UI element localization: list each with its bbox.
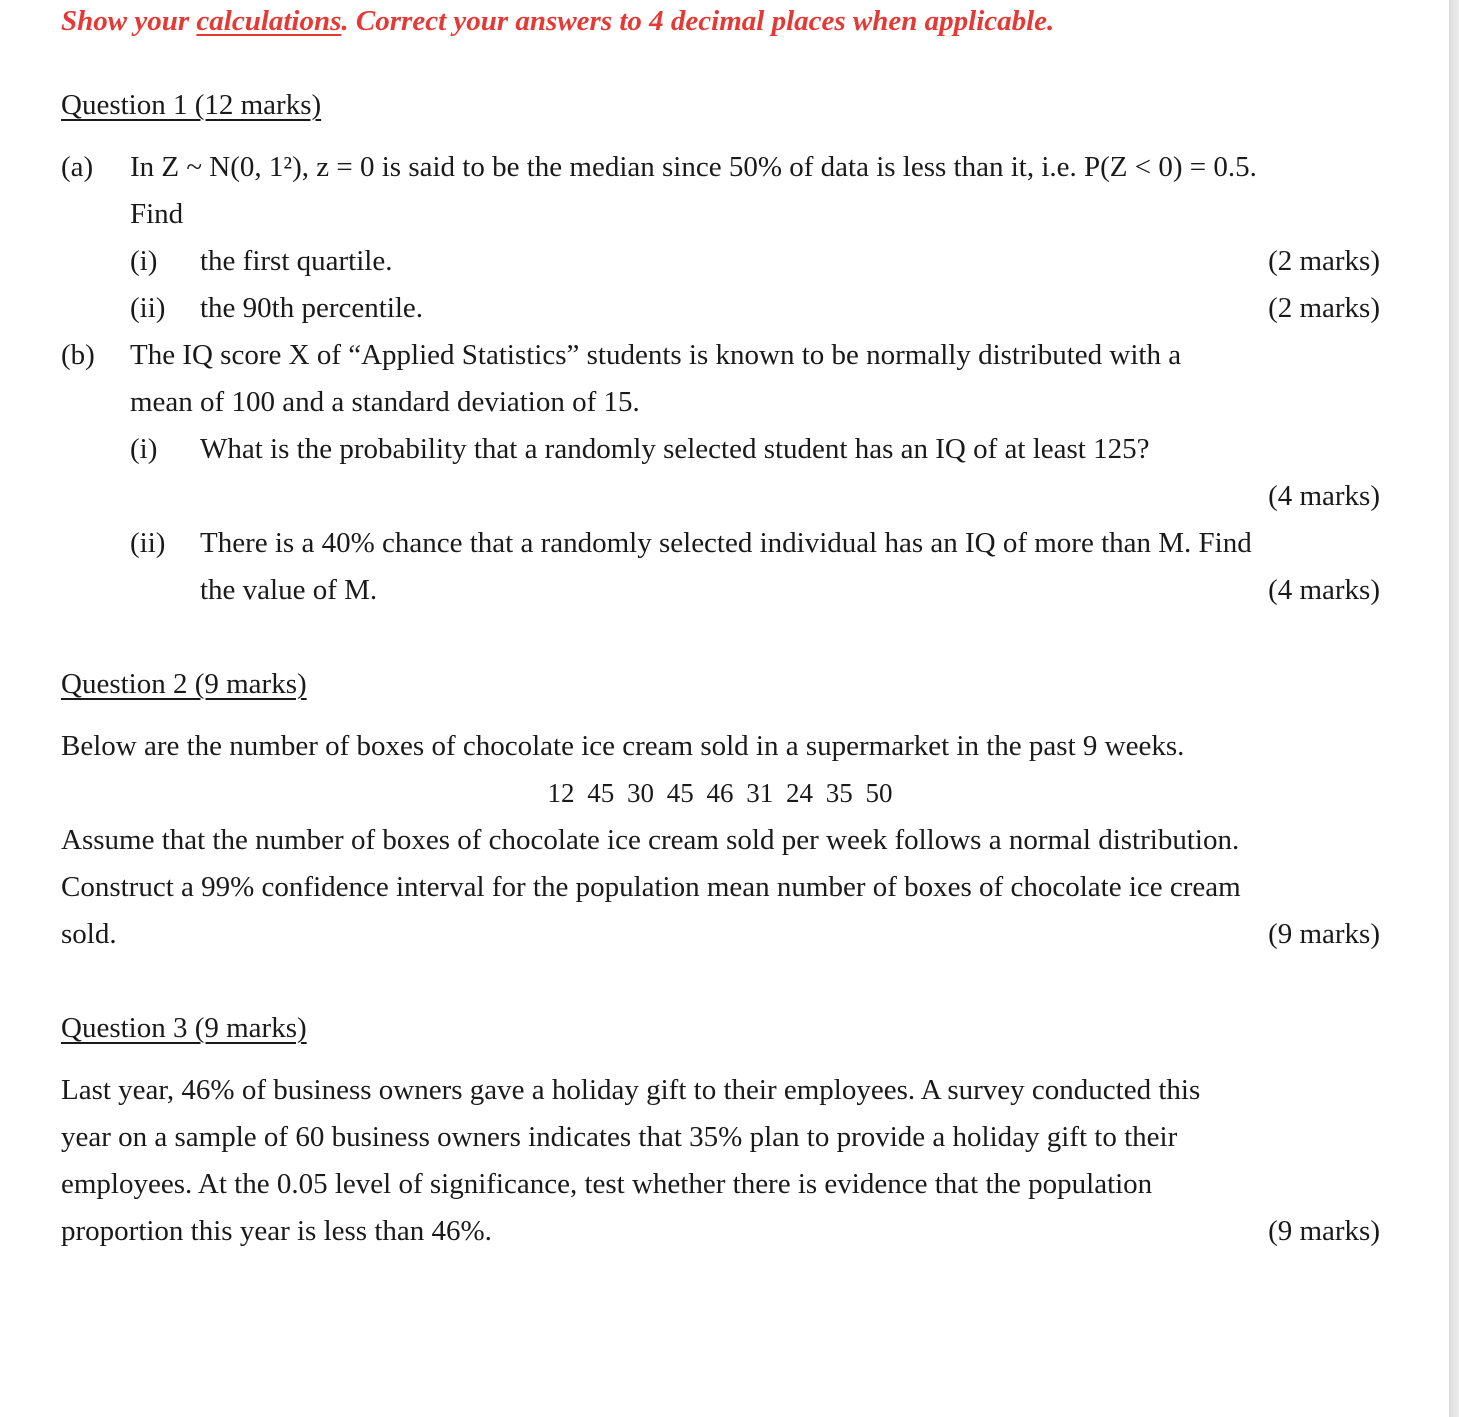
q1b-label: (b) (61, 339, 95, 371)
q2-heading: Question 2 (9 marks) (61, 668, 307, 700)
q1a-line2: Find (130, 198, 184, 230)
page-edge-shadow (1449, 0, 1459, 1417)
q3-marks: (9 marks) (1268, 1215, 1380, 1247)
q2-line1: Assume that the number of boxes of chocolate ice cream sold per week follows a normal distribution. (61, 824, 1240, 856)
q2-line3: sold. (61, 918, 117, 950)
q1b-i-label: (i) (130, 433, 158, 465)
q1b-i-marks: (4 marks) (1268, 480, 1380, 512)
instruction-prefix: Show your (61, 5, 197, 37)
q1a-i-label: (i) (130, 245, 158, 277)
q3-line4: proportion this year is less than 46%. (61, 1215, 492, 1247)
q1-heading: Question 1 (12 marks) (61, 89, 322, 121)
q1a-i-text: the first quartile. (200, 245, 393, 277)
q1a-label: (a) (61, 151, 94, 183)
q1b-ii-text2: the value of M. (200, 574, 378, 606)
q2-line2: Construct a 99% confidence interval for the population mean number of boxes of chocolate ice cream (61, 871, 1241, 903)
q3-heading: Question 3 (9 marks) (61, 1012, 307, 1044)
q2-data-values: 12 45 30 45 46 31 24 35 50 (547, 778, 893, 808)
q3-line1: Last year, 46% of business owners gave a holiday gift to their employees. A survey conducted this (61, 1074, 1201, 1106)
q1b-ii-marks: (4 marks) (1268, 574, 1380, 606)
q1a-i-marks: (2 marks) (1268, 245, 1380, 277)
q1a-line1: In Z ~ N(0, 1²), z = 0 is said to be the median since 50% of data is less than it, i.e. P(Z < 0) = 0.5. (130, 151, 1257, 183)
q3-line3: employees. At the 0.05 level of significance, test whether there is evidence that the population (61, 1168, 1153, 1200)
q1b-i-text: What is the probability that a randomly selected student has an IQ of at least 125? (200, 433, 1150, 465)
instruction-underlined: calculations (196, 5, 342, 37)
q2-marks: (9 marks) (1268, 918, 1380, 950)
q1a-ii-label: (ii) (130, 292, 166, 324)
q1b-ii-label: (ii) (130, 527, 166, 559)
q1b-line1: The IQ score X of “Applied Statistics” students is known to be normally distributed with a (130, 339, 1182, 371)
instruction-line (61, 3, 1054, 39)
q1a-ii-marks: (2 marks) (1268, 292, 1380, 324)
instruction-suffix: . Correct your answers to 4 decimal places when applicable. (341, 5, 1055, 37)
q3-line2: year on a sample of 60 business owners indicates that 35% plan to provide a holiday gift to their (61, 1121, 1178, 1153)
q1b-ii-text1: There is a 40% chance that a randomly selected individual has an IQ of more than M. Find (200, 527, 1252, 559)
q2-intro: Below are the number of boxes of chocolate ice cream sold in a supermarket in the past 9 weeks. (61, 730, 1185, 762)
q1b-line2: mean of 100 and a standard deviation of 15. (130, 386, 640, 418)
q1a-ii-text: the 90th percentile. (200, 292, 424, 324)
